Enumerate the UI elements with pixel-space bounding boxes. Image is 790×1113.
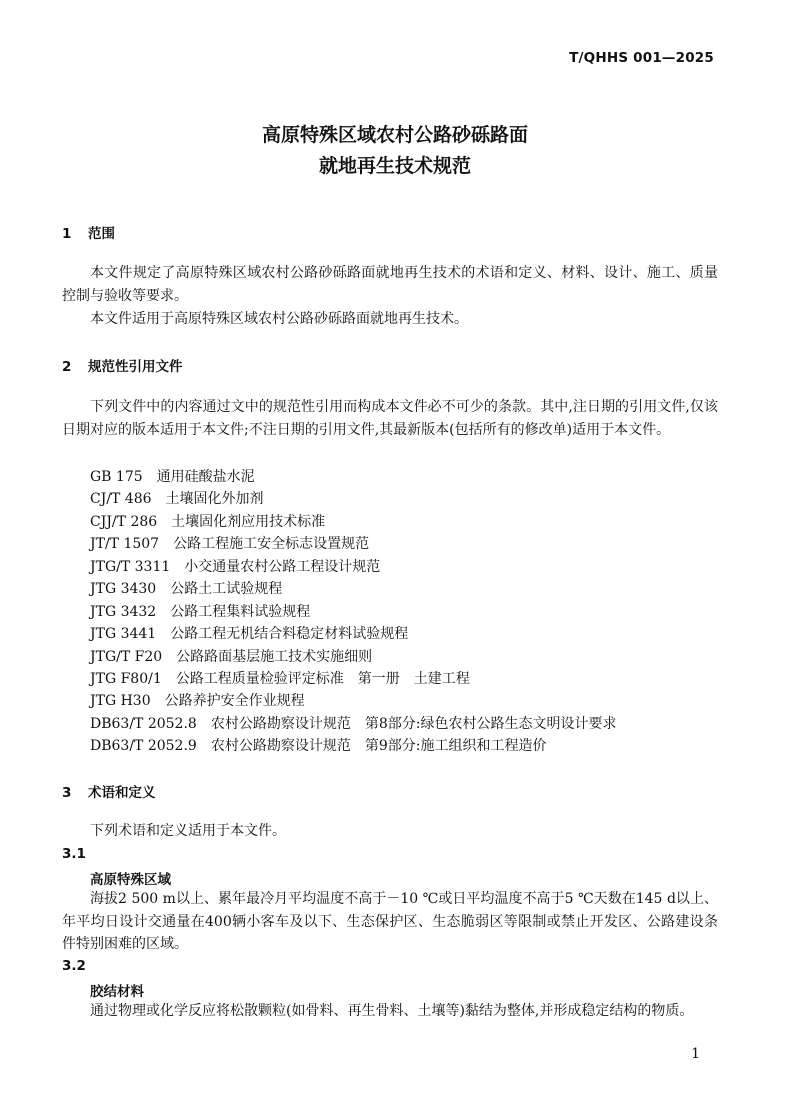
section-1-paragraph-1: 本文件规定了高原特殊区域农村公路砂砾路面就地再生技术的术语和定义、材料、设计、施工、质量控制与验收等要求。 [62, 265, 718, 304]
section-number: 2 [62, 359, 72, 375]
reference-item: JTG H30 公路养护安全作业规程 [90, 693, 305, 709]
term-number: 3.1 [62, 846, 86, 862]
section-1-heading [62, 222, 115, 242]
reference-item: DB63/T 2052.9 农村公路勘察设计规范 第9部分:施工组织和工程造价 [90, 738, 547, 754]
reference-item: JT/T 1507 公路工程施工安全标志设置规范 [90, 536, 370, 552]
document-title-line1: 高原特殊区域农村公路砂砾路面 [261, 124, 528, 146]
reference-item: JTG F80/1 公路工程质量检验评定标准 第一册 土建工程 [90, 671, 470, 687]
term-definition: 海拔2 500 m以上、累年最冷月平均温度不高于－10 ℃或日平均温度不高于5 ℃天数在145 d以上、年平均日设计交通量在400辆小客车及以下、生态保护区、生态脆弱区等限制或禁止开发区、公路建设条件特别困难的区域。 [62, 891, 718, 952]
reference-item: CJ/T 486 土壤固化外加剂 [90, 491, 264, 507]
reference-item: JTG 3430 公路土工试验规程 [90, 581, 283, 597]
reference-item: JTG/T 3311 小交通量农村公路工程设计规范 [90, 559, 381, 575]
reference-item: CJJ/T 286 土壤固化剂应用技术标准 [90, 514, 326, 530]
section-number: 1 [62, 226, 72, 242]
section-title: 规范性引用文件 [88, 359, 183, 375]
section-3-heading [62, 781, 156, 801]
term-name: 胶结材料 [90, 984, 144, 1000]
reference-item: JTG 3441 公路工程无机结合料稳定材料试验规程 [90, 626, 409, 642]
document-title-line2: 就地再生技术规范 [318, 155, 471, 177]
reference-item: JTG/T F20 公路路面基层施工技术实施细则 [90, 649, 373, 665]
reference-item: JTG 3432 公路工程集料试验规程 [90, 604, 311, 620]
section-2-intro: 下列文件中的内容通过文中的规范性引用而构成本文件必不可少的条款。其中,注日期的引用文件,仅该日期对应的版本适用于本文件;不注日期的引用文件,其最新版本(包括所有的修改单)适用于本文件。 [62, 399, 718, 438]
term-definition: 通过物理或化学反应将松散颗粒(如骨料、再生骨料、土壤等)黏结为整体,并形成稳定结构的物质。 [90, 1003, 694, 1019]
section-title: 术语和定义 [88, 785, 156, 801]
section-3-intro: 下列术语和定义适用于本文件。 [90, 823, 286, 839]
term-number: 3.2 [62, 958, 86, 974]
page-number: 1 [691, 1046, 700, 1062]
section-1-paragraph-2: 本文件适用于高原特殊区域农村公路砂砾路面就地再生技术。 [90, 311, 468, 327]
section-2-heading [62, 355, 183, 375]
section-number: 3 [62, 785, 72, 801]
standard-code: T/QHHS 001—2025 [569, 50, 714, 66]
reference-item: GB 175 通用硅酸盐水泥 [90, 469, 255, 485]
section-title: 范围 [88, 226, 115, 242]
reference-item: DB63/T 2052.8 农村公路勘察设计规范 第8部分:绿色农村公路生态文明设计要求 [90, 716, 617, 732]
term-name: 高原特殊区域 [90, 872, 171, 888]
